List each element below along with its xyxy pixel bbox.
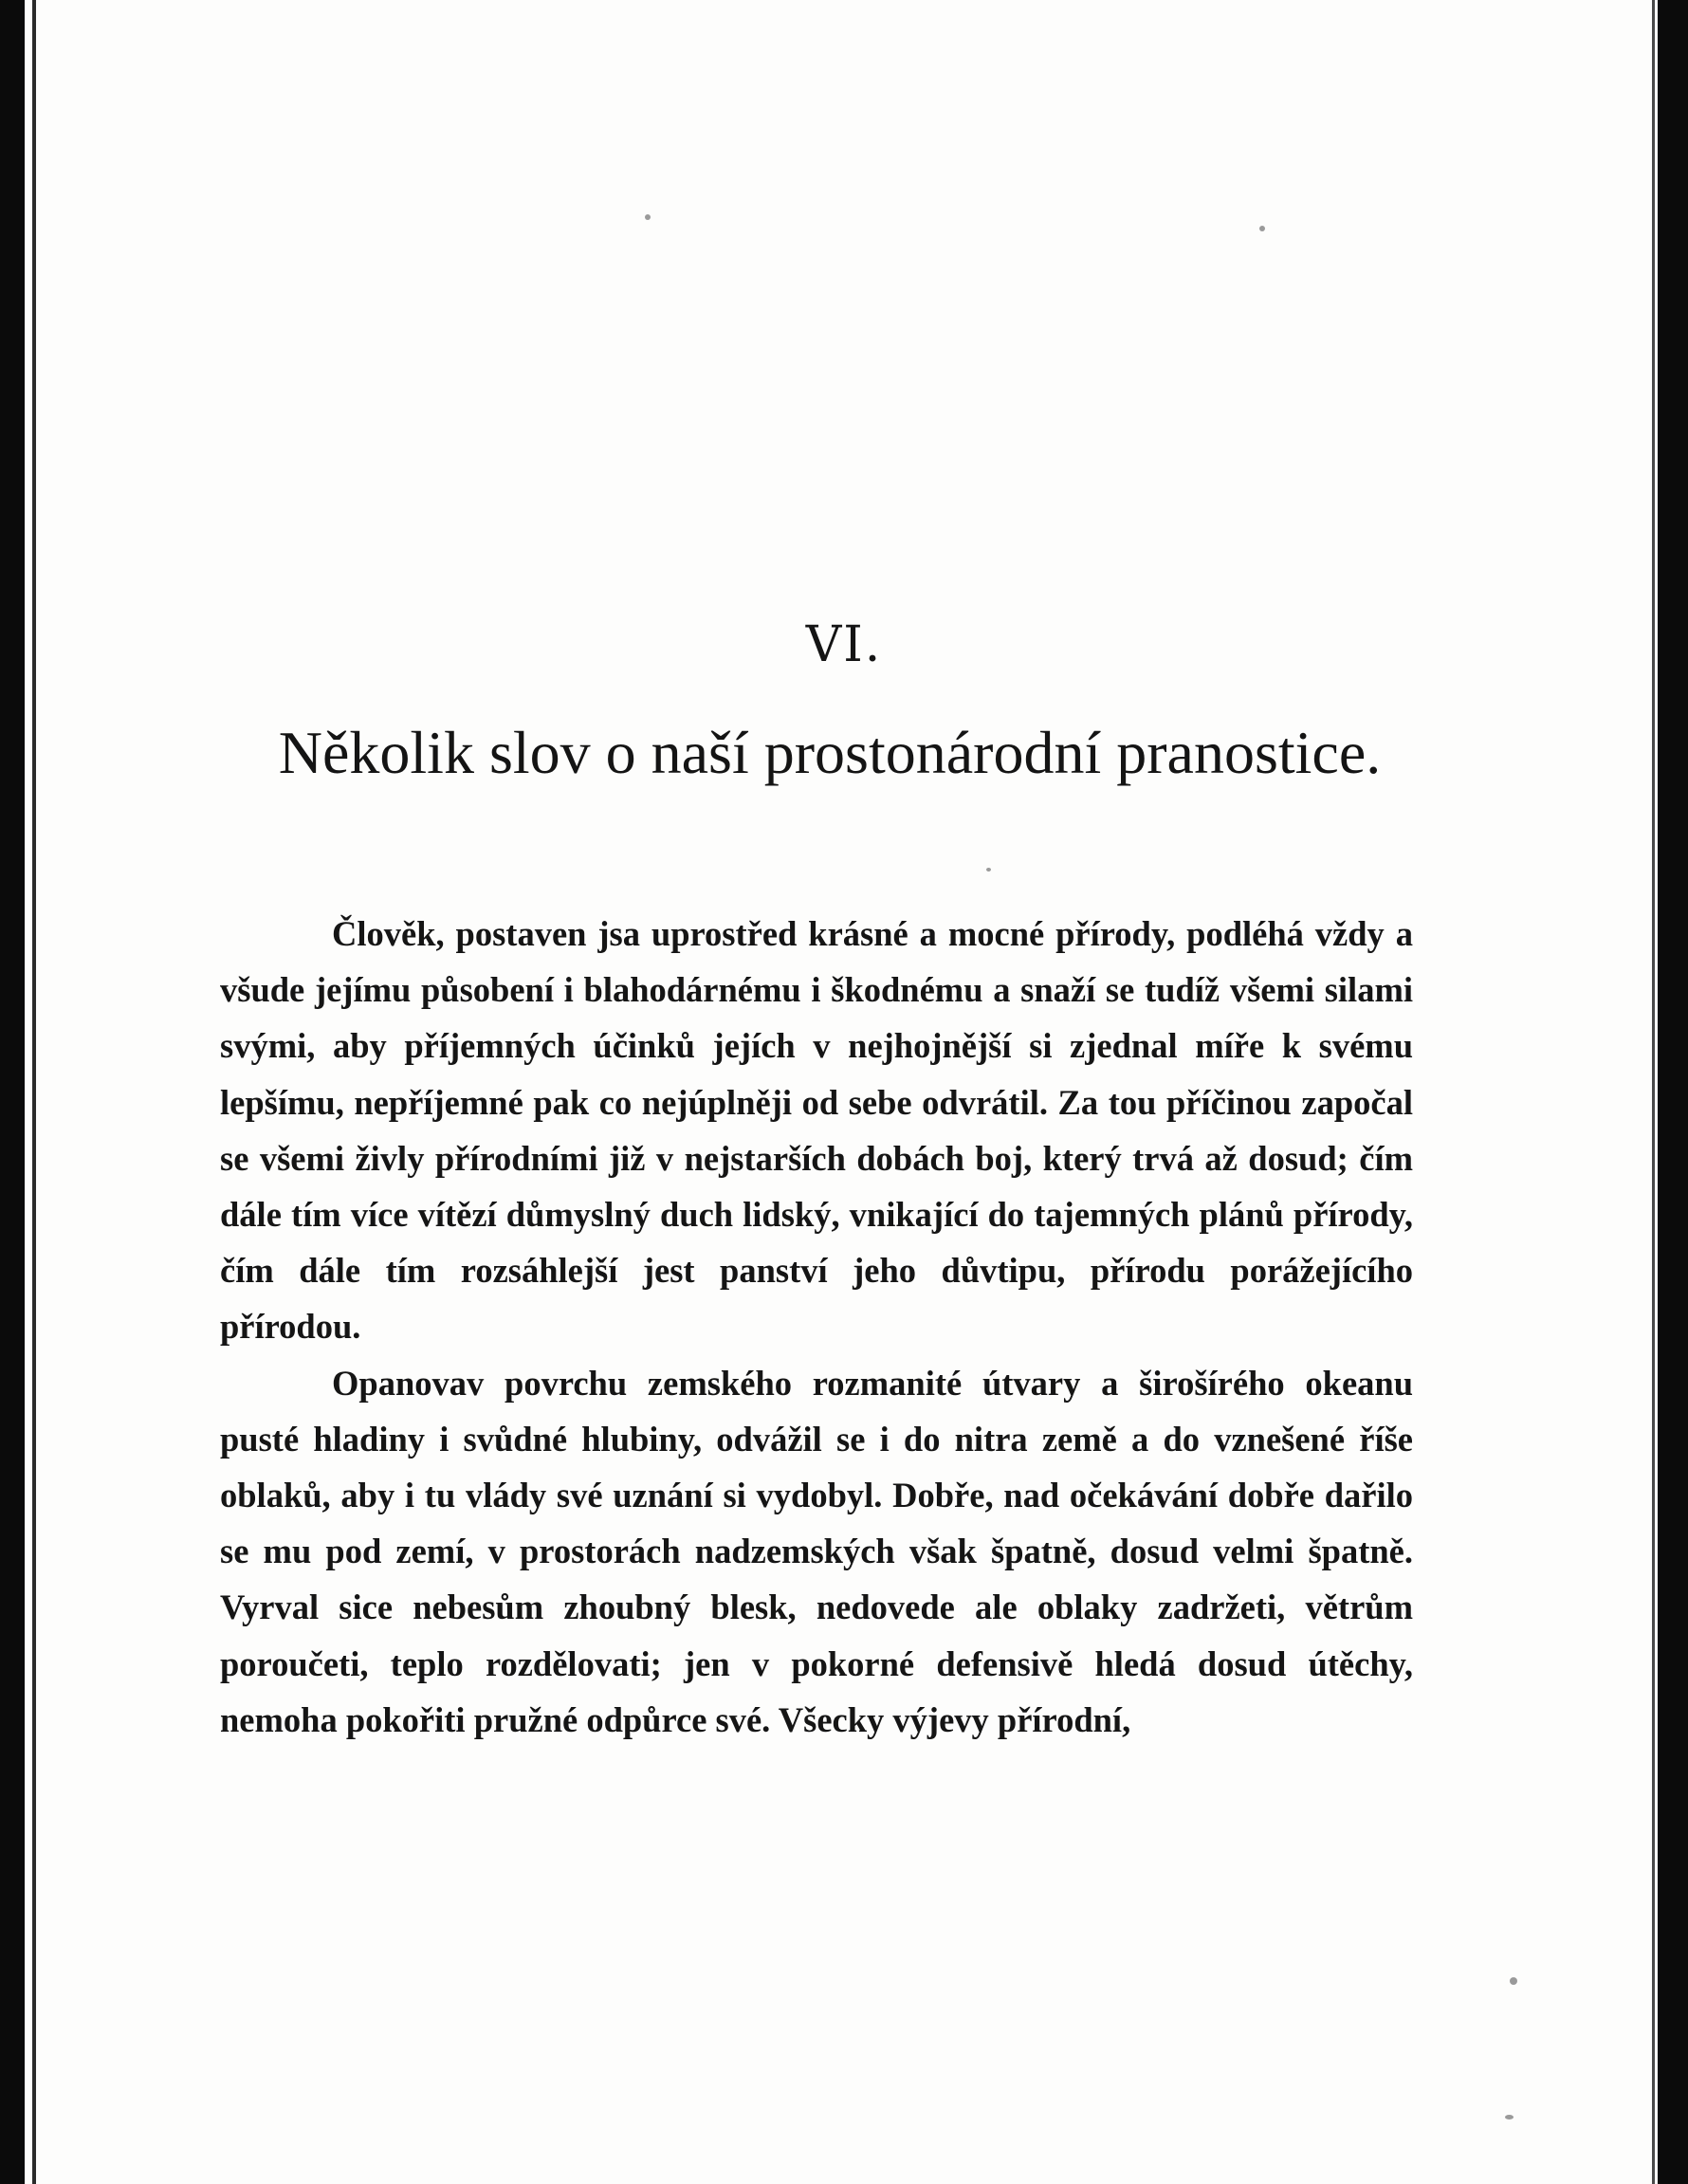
- body-text: [220, 906, 1413, 1748]
- chapter-number: VI.: [805, 616, 883, 673]
- paragraph-2: Opanovav povrchu zemského rozmanité útvary a širošírého okeanu pusté hladiny i svůdné hlubiny, odvážil se i do nitra země a do vznešené říše oblaků, aby i tu vlády své uznání si vydobyl. Dobře, nad očekávání dobře dařilo se mu pod zemí, v prostorách nadzemských však špatně, dosud velmi špatně. Vyrval sice nebesům zhoubný blesk, nedovede ale oblaky zadržeti, větrům poroučeti, teplo rozdělovati; jen v pokorné defensivě hledá dosud útěchy, nemoha pokořiti pružné odpůrce své. Všecky výjevy přírodní,: [220, 1363, 1413, 1739]
- dust-speck: [1259, 226, 1265, 231]
- scan-edge-left: [0, 0, 25, 2184]
- paragraph-1: Člověk, postaven jsa uprostřed krásné a mocné přírody, podléhá vždy a všude jejímu působení i blahodárnému i škodnému a snaží se tudíž všemi silami svými, aby příjemných účinků jejích v nejhojnější si zjednal míře k svému lepšímu, nepříjemné pak co nejúplněji od sebe odvrátil. Za tou příčinou započal se všemi živly přírodními již v nejstarších dobách boj, který trvá až dosud; čím dále tím více vítězí důmyslný duch lidský, vnikající do tajemných plánů přírody, čím dále tím rozsáhlejší jest panství jeho důvtipu, přírodu porážejícího přírodou.: [220, 914, 1413, 1347]
- dust-speck: [1510, 1977, 1517, 1985]
- scan-edge-left-line: [32, 0, 36, 2184]
- scan-edge-right-line: [1652, 0, 1655, 2184]
- dust-speck: [986, 868, 991, 872]
- chapter-title: Několik slov o naší prostonárodní pranostice.: [278, 719, 1382, 786]
- scan-edge-right: [1658, 0, 1688, 2184]
- dust-speck: [645, 214, 651, 220]
- dust-speck: [1505, 2115, 1514, 2120]
